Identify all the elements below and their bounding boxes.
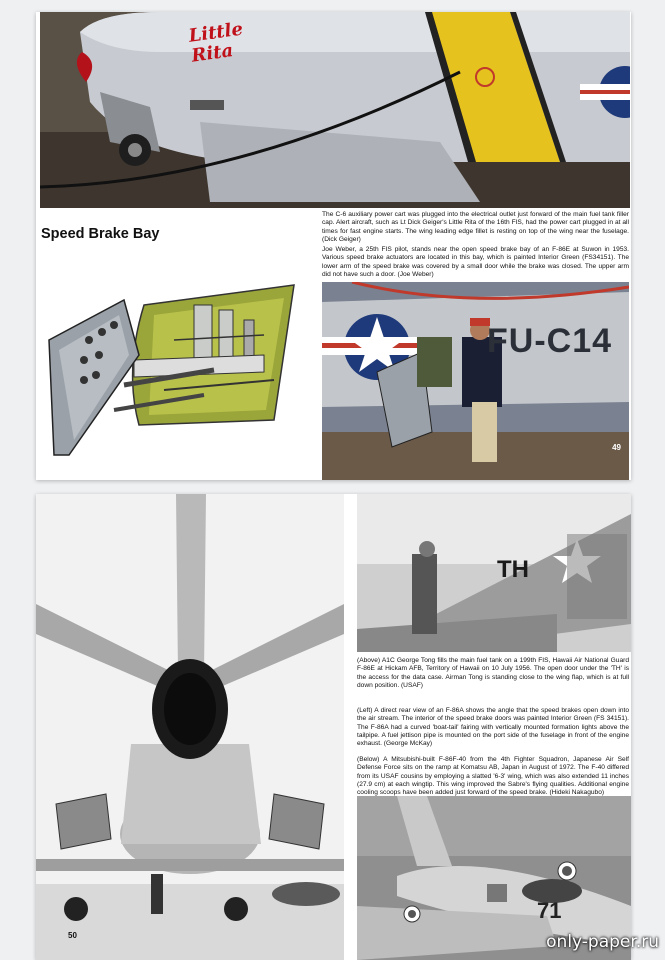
caption-left [357,707,629,750]
page-49 [36,12,631,480]
photo-george-tong [357,494,631,652]
joe-weber-photo-graphic [322,282,629,480]
caption-left-text: (Left) A direct rear view of an F-86A shows the angle that the speed brakes open down into the air stream. The interior of the speed brake doors was painted Interior Green (FS 34151). The F-86A had a curved 'boat-tail' fairing with vertically mounted formation lights above the tailpipe. A fuel jettison pipe is mounted on the port side of the fuselage in front of the engine exhaust. (George McKay) [357,707,629,748]
page-50 [36,494,631,960]
speed-brake-bay-illustration-graphic [44,280,314,480]
fuselage-code: FU-C14 [487,322,613,360]
george-tong-photo-graphic [357,494,631,652]
photo-rear-view-f86a [36,494,344,960]
watermark: only-paper.ru [546,932,659,952]
caption-above [357,657,629,692]
photo-joe-weber [322,282,629,480]
rear-view-photo-graphic [36,494,344,960]
caption-little-rita [322,211,629,246]
page-number-50: 50 [68,931,77,940]
little-rita-photo-graphic [40,12,630,208]
nose-art-text: Little Rita [187,18,245,67]
caption-joe-weber [322,246,629,281]
jasdf-number: 71 [537,898,562,923]
caption-below-text: (Below) A Mitsubishi-built F-86F-40 from the 4th Fighter Squadron, Japanese Air Self Defense Force sits on the ramp at Komatsu AB, Japan in August of 1972. The F-40 differed from its USAF cousins by employing a slatted '6-3' wing, which was also extended 11 inches (27.9 cm) at each wingtip. This wing improved the Sabre's flying qualities. Additional engine cooling scoops have been added just forward of the speed brake. (Hideki Nakagubo) [357,756,629,797]
caption-joe-weber-text: Joe Weber, a 25th FIS pilot, stands near the open speed brake bay of an F-86E at Suwon in 1953. Various speed brake actuators are located in this bay, which is painted Interior Green (FS34151). The lower arm of the speed brake was covered by a small door while the brake was closed. The upper arm did not have such a door. (Joe Weber) [322,246,629,278]
photo-little-rita [40,12,630,208]
caption-above-text: (Above) A1C George Tong fills the main fuel tank on a 199th FIS, Hawaii Air National Guard F-86E at Hickam AFB, Territory of Hawaii on 10 July 1956. The open door under the 'TH' is the access for the data case. Airman Tong is standing close to the wing flap, which is at full down position. (USAF) [357,657,629,689]
tail-code: TH [497,556,529,583]
caption-below [357,756,629,799]
illustration-speed-brake-bay [44,280,314,480]
section-heading: Speed Brake Bay [41,226,160,242]
page-number-49: 49 [612,443,621,452]
caption-little-rita-text: The C-6 auxiliary power cart was plugged into the electrical outlet just forward of the main fuel tank filler cap. Alert aircraft, such as Lt Dick Geiger's Little Rita of the 16th FIS, had the power cart plugged in at all times for fast engine starts. The wing leading edge fillet is resting on top of the wing near the fuselage. (Dick Geiger) [322,211,629,243]
